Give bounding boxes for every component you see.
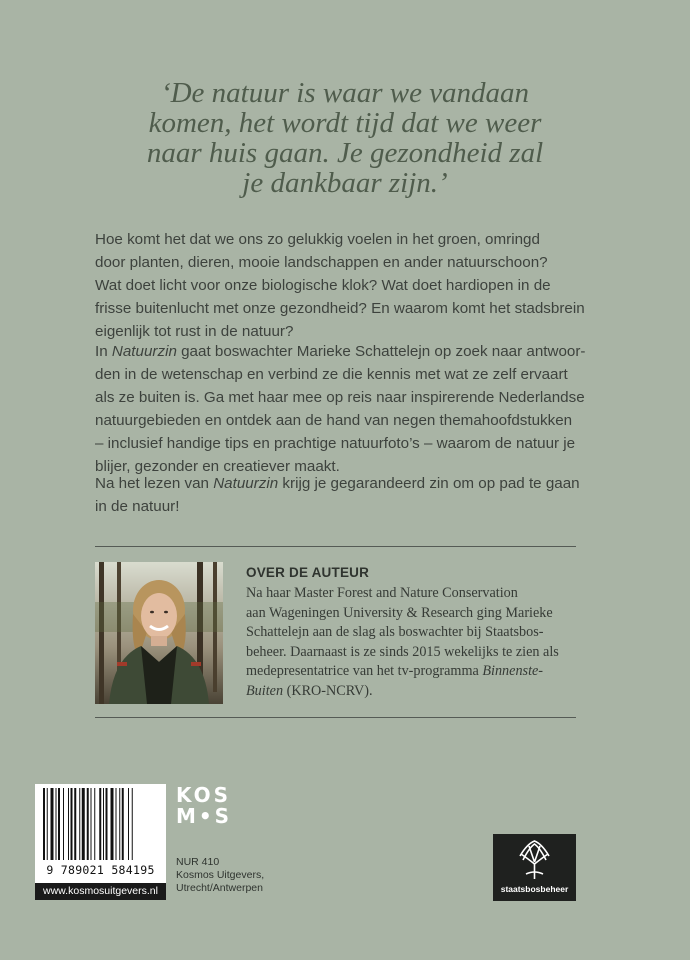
isbn-barcode xyxy=(35,784,166,883)
barcode-bar xyxy=(79,788,80,860)
barcode-bar xyxy=(99,788,101,860)
book-title: Natuurzin xyxy=(213,475,279,492)
text-line: Wat doet licht voor onze biologische klok? Wat doet hardiopen in de xyxy=(95,277,551,294)
barcode-bar xyxy=(71,788,73,860)
text-line: in de natuur! xyxy=(95,498,180,515)
tv-program-title: Binnenste- xyxy=(482,663,544,680)
text-line: als ze buiten is. Ga met haar mee op reis naar inspirerende Nederlandse xyxy=(95,389,585,406)
blurb-paragraph-1 xyxy=(95,228,585,343)
bio-line: Na haar Master Forest and Nature Conservation xyxy=(246,585,518,601)
divider-bottom xyxy=(95,717,576,718)
text-fragment: Na het lezen van xyxy=(95,475,214,492)
barcode-bar xyxy=(82,788,85,860)
text-fragment: medepresentatrice van het tv-programma xyxy=(246,663,483,680)
book-title: Natuurzin xyxy=(111,343,177,360)
barcode-bar xyxy=(119,788,120,860)
tree-icon xyxy=(493,834,576,884)
barcode-bar xyxy=(91,788,92,860)
text-fragment: (KRO-NCRV). xyxy=(283,682,373,699)
barcode-bar xyxy=(132,788,133,860)
author-bio xyxy=(246,584,581,702)
bio-line: Schattelejn aan de slag als boswachter bij Staatsbos- xyxy=(246,624,544,641)
publisher-name: Kosmos Uitgevers, xyxy=(176,869,265,881)
text-line: door planten, dieren, mooie landschappen en ander natuurschoon? xyxy=(95,254,548,271)
bio-line: beheer. Daarnaast is ze sinds 2015 wekelijks te zien als xyxy=(246,643,559,660)
bio-line xyxy=(246,662,581,682)
kosmos-logo xyxy=(176,785,238,829)
barcode-bars xyxy=(35,784,166,864)
isbn-digits: 9 789021 584195 xyxy=(46,863,155,877)
quote-line: komen, het wordt tijd dat we weer xyxy=(148,107,542,139)
staatsbosbeheer-text: staatsbosbeheer xyxy=(500,884,569,894)
barcode-bar xyxy=(106,788,108,860)
barcode-bar xyxy=(74,788,76,860)
barcode-bar xyxy=(68,788,69,860)
nur-code: NUR 410 xyxy=(176,856,220,868)
barcode-bar xyxy=(122,788,124,860)
tv-program-title: Buiten xyxy=(246,682,284,699)
text-line: eigenlijk tot rust in de natuur? xyxy=(95,323,294,340)
kosmos-logo-bottom: M•S xyxy=(176,804,233,828)
publisher-info xyxy=(176,856,264,895)
quote-line: naar huis gaan. Je gezondheid zal xyxy=(146,137,544,169)
barcode-bar xyxy=(111,788,114,860)
divider-top xyxy=(95,546,576,547)
barcode-bar xyxy=(63,788,64,860)
text-fragment: krijg je gegarandeerd zin om op pad te gaan xyxy=(278,475,580,492)
text-fragment: In xyxy=(95,343,112,360)
barcode-bar xyxy=(94,788,95,860)
staatsbosbeheer-logo xyxy=(493,834,576,901)
text-line: den in de wetenschap en verbind ze die kennis met wat ze zelf ervaart xyxy=(95,366,568,383)
text-line: frisse buitenlucht met onze gezondheid? En waarom komt het stadsbrein xyxy=(95,300,585,317)
text-line xyxy=(95,472,580,495)
publisher-location: Utrecht/Antwerpen xyxy=(176,882,263,894)
text-line: blijer, gezonder en creatiever maakt. xyxy=(95,458,340,475)
barcode-bar xyxy=(116,788,117,860)
author-photo xyxy=(95,562,223,704)
text-line xyxy=(95,340,586,363)
barcode-bar xyxy=(103,788,104,860)
bio-line xyxy=(246,682,581,702)
barcode-bar xyxy=(43,788,45,860)
barcode-bar xyxy=(51,788,54,860)
quote-line: ‘De natuur is waar we vandaan xyxy=(160,77,530,109)
barcode-bar xyxy=(87,788,89,860)
blurb-paragraph-2 xyxy=(95,340,586,478)
pull-quote xyxy=(120,78,570,198)
quote-line: je dankbaar zijn.’ xyxy=(242,167,448,199)
barcode-bar xyxy=(56,788,57,860)
text-fragment: gaat boswachter Marieke Schattelejn op zoek naar antwoor- xyxy=(176,343,586,360)
blurb-paragraph-3 xyxy=(95,472,580,518)
text-line: Hoe komt het dat we ons zo gelukkig voelen in het groen, omringd xyxy=(95,231,540,248)
kosmos-logo-top: KOS xyxy=(176,783,232,807)
barcode-bar xyxy=(58,788,60,860)
publisher-url: www.kosmosuitgevers.nl xyxy=(35,883,166,900)
barcode-bar xyxy=(128,788,129,860)
text-line: – inclusief handige tips en prachtige natuurfoto’s – waarom de natuur je xyxy=(95,435,576,452)
bio-line: aan Wageningen University & Research ging Marieke xyxy=(246,604,553,621)
author-heading: OVER DE AUTEUR xyxy=(246,565,370,580)
barcode-bar xyxy=(47,788,48,860)
text-line: natuurgebieden en ontdek aan de hand van negen themahoofdstukken xyxy=(95,412,573,429)
